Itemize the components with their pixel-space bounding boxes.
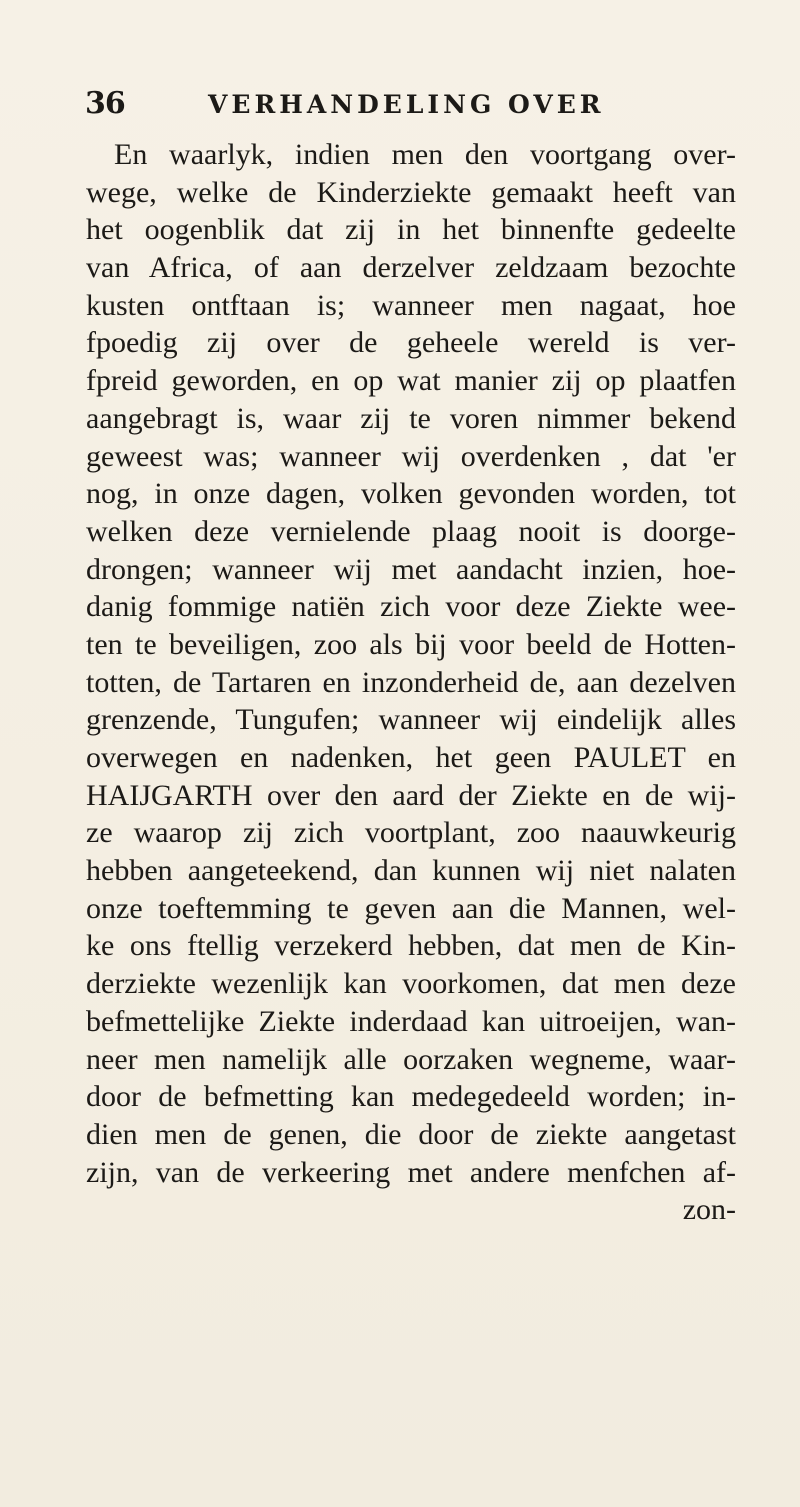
text-line: HAIJGARTH over den aard der Ziekte en de wij-	[86, 778, 736, 812]
text-line: onze toeftemming te geven aan die Mannen, wel-	[86, 891, 736, 925]
text-line: danig fommige natiën zich voor deze Ziekte wee-	[86, 590, 736, 624]
page-number: 36	[85, 86, 125, 121]
page-header	[85, 86, 725, 126]
text-line: dien men de genen, die door de ziekte aangetast	[86, 1117, 736, 1151]
text-line: welken deze vernielende plaag nooit is doorge-	[86, 514, 736, 548]
text-line: fpreid geworden, en op wat manier zij op plaatfen	[86, 364, 736, 398]
text-line: zijn, van de verkeering met andere menfchen af-	[86, 1155, 736, 1189]
text-line: derziekte wezenlijk kan voorkomen, dat men deze	[86, 967, 736, 1001]
text-line: aangebragt is, waar zij te voren nimmer bekend	[86, 401, 736, 435]
text-line: En waarlyk, indien men den voortgang over-	[114, 138, 736, 171]
text-line: totten, de Tartaren en inzonderheid de, aan dezelven	[86, 665, 736, 699]
text-line: ke ons ftellig verzekerd hebben, dat men de Kin-	[86, 929, 736, 963]
text-line: kusten ontftaan is; wanneer men nagaat, hoe	[86, 288, 736, 322]
text-line: drongen; wanneer wij met aandacht inzien, hoe-	[86, 552, 736, 586]
text-line: ten te beveiligen, zoo als bij voor beeld de Hotten-	[86, 627, 736, 661]
text-line: van Africa, of aan derzelver zeldzaam bezochte	[86, 251, 736, 285]
text-line: wege, welke de Kinderziekte gemaakt heeft van	[86, 175, 736, 209]
text-line: befmettelijke Ziekte inderdaad kan uitroeijen, wan-	[86, 1004, 736, 1038]
body-text	[86, 136, 736, 1229]
text-line: fpoedig zij over de geheele wereld is ver-	[86, 326, 736, 360]
text-line: neer men namelijk alle oorzaken wegneme, waar-	[86, 1042, 736, 1076]
text-line: grenzende, Tungufen; wanneer wij eindelijk alles	[86, 703, 736, 737]
text-line: ze waarop zij zich voortplant, zoo naauwkeurig	[86, 816, 736, 850]
text-line: het oogenblik dat zij in het binnenfte gedeelte	[86, 213, 736, 247]
text-line: hebben aangeteekend, dan kunnen wij niet nalaten	[86, 854, 736, 888]
text-line: nog, in onze dagen, volken gevonden worden, tot	[86, 477, 736, 511]
text-line: geweest was; wanneer wij overdenken , dat 'er	[86, 439, 736, 473]
running-head: VERHANDELING OVER	[208, 90, 605, 119]
text-line: zon-	[682, 1193, 736, 1227]
text-line: door de befmetting kan medegedeeld worden; in-	[86, 1080, 736, 1114]
text-line: overwegen en nadenken, het geen PAULET en	[86, 741, 736, 774]
